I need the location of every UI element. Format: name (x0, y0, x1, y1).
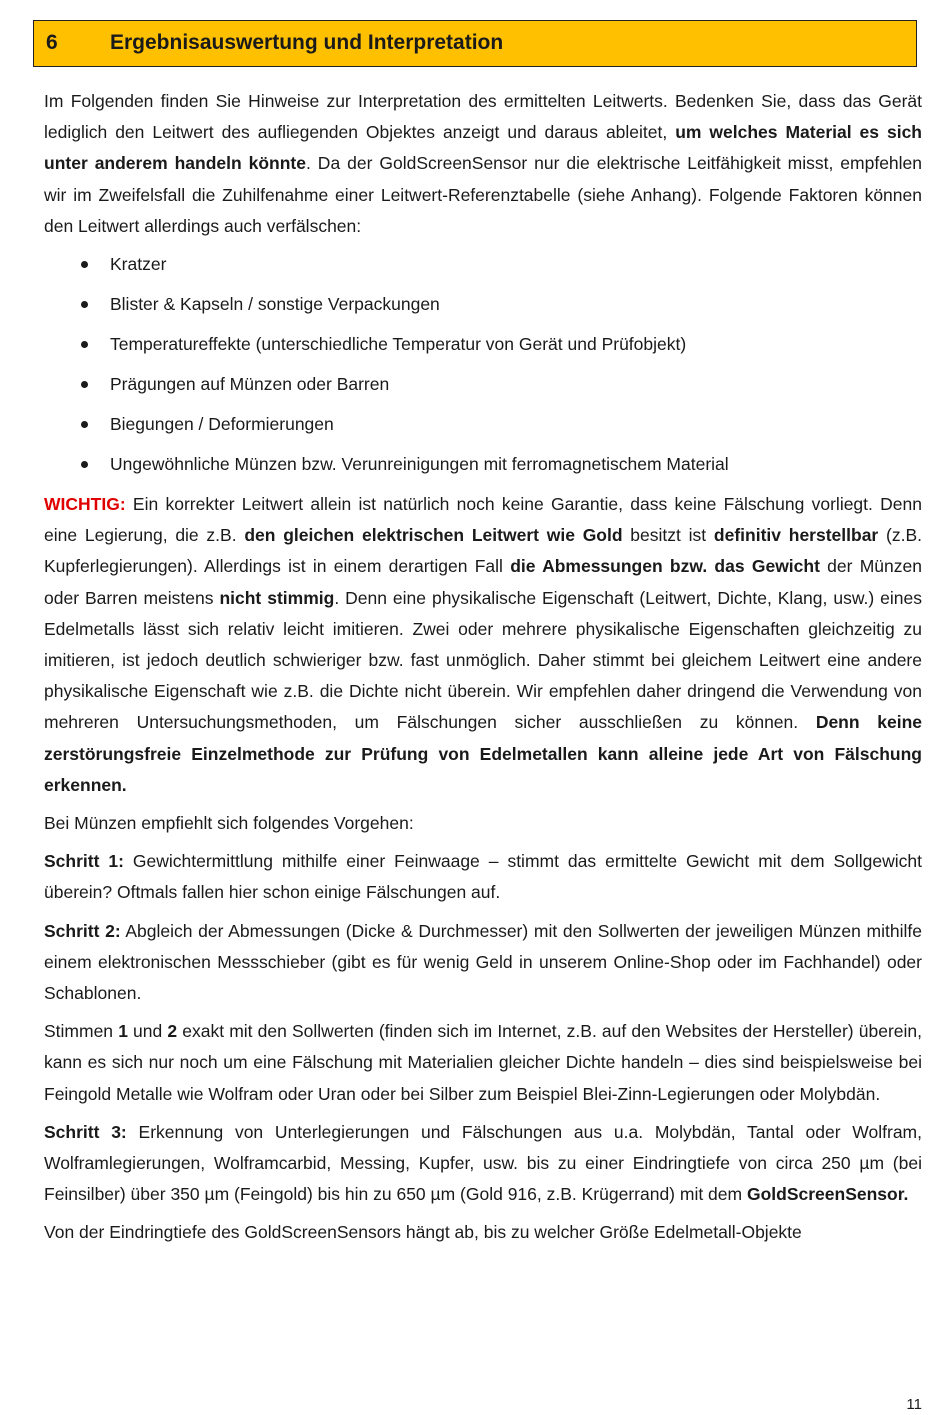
section-heading (33, 20, 917, 67)
section-title: Ergebnisauswertung und Interpretation (110, 31, 504, 54)
intro-paragraph: Im Folgenden finden Sie Hinweise zur Interpretation des ermittelten Leitwerts. Bedenken Sie, dass das Gerät lediglich den Leitwert des aufliegenden Objektes anzeigt und daraus ableitet, um welches Material es sich unter anderem handeln könnte. Da der GoldScreenSensor nur die elektrische Leitfähigkeit misst, empfehlen wir im Zweifelsfall die Zuhilfenahme einer Leitwert-Referenztabelle (siehe Anhang). Folgende Faktoren können den Leitwert allerdings auch verfälschen: (44, 91, 923, 236)
list-item: Temperatureffekte (unterschiedliche Temperatur von Gerät und Prüfobjekt) (44, 329, 922, 360)
match-paragraph: Stimmen 1 und 2 exakt mit den Sollwerten (finden sich im Internet, z.B. auf den Websites der Hersteller) überein, kann es sich nur noch um eine Fälschung mit Materialien gleicher Dichte handeln – dies sind beispielsweise bei Feingold Metalle wie Wolfram oder Uran oder bei Silber zum Beispiel Blei-Zinn-Legierungen oder Molybdän. (44, 1021, 923, 1104)
step-3-paragraph: Schritt 3: Erkennung von Unterlegierungen und Fälschungen aus u.a. Molybdän, Tantal oder Wolfram, Wolframlegierungen, Wolframcarbid, Messing, Kupfer, usw. bis zu einer Eindringtiefe von circa 250 µm (bei Feinsilber) über 350 µm (Feingold) bis hin zu 650 µm (Gold 916, z.B. Krügerrand) mit dem GoldScreenSensor. (44, 1121, 922, 1205)
step-2-label: Schritt 2: (44, 920, 121, 941)
list-item: Ungewöhnliche Münzen bzw. Verunreinigungen mit ferromagnetischem Material (44, 449, 922, 480)
step-1-paragraph: Schritt 1: Gewichtermittlung mithilfe einer Feinwaage – stimmt das ermittelte Gewicht mit dem Sollgewicht überein? Oftmals fallen hier schon einige Fälschungen auf. (44, 851, 922, 903)
list-item: Biegungen / Deformierungen (44, 409, 922, 440)
list-item: Prägungen auf Münzen oder Barren (44, 369, 922, 400)
section-number: 6 (46, 31, 58, 54)
warning-paragraph: WICHTIG: Ein korrekter Leitwert allein ist natürlich noch keine Garantie, dass keine Fälschung vorliegt. Denn eine Legierung, die z.B. den gleichen elektrischen Leitwert wie Gold besitzt ist definitiv herstellbar (z.B. Kupferlegierungen). Allerdings ist in einem derartigen Fall die Abmessungen bzw. das Gewicht der Münzen oder Barren meistens nicht stimmig. Denn eine physikalische Eigenschaft (Leitwert, Dichte, Klang, usw.) eines Edelmetalls lässt sich relativ leicht imitieren. Zwei oder mehrere physikalische Eigenschaften gleichzeitig zu imitieren, ist jedoch deutlich schwieriger bzw. fast unmöglich. Daher stimmt bei gleichem Leitwert eine andere physikalische Eigenschaft wie z.B. die Dichte nicht überein. Wir empfehlen daher dringend die Verwendung von mehreren Untersuchungsmethoden, um Fälschungen sicher ausschließen zu können. Denn keine zerstörungsfreie Einzelmethode zur Prüfung von Edelmetallen kann alleine jede Art von Fälschung erkennen. (44, 494, 922, 795)
list-item: Blister & Kapseln / sonstige Verpackungen (44, 289, 922, 320)
step-2-paragraph: Schritt 2: Abgleich der Abmessungen (Dicke & Durchmesser) mit den Sollwerten der jeweiligen Münzen mithilfe einem elektronischen Messschieber (gibt es für wenig Geld in unserem Online-Shop oder im Fachhandel) oder Schablonen. (44, 920, 922, 1004)
page-number: 11 (906, 1396, 922, 1413)
emphasis: um welches Material es sich unter anderem handeln könnte (44, 122, 922, 174)
factor-list (44, 249, 922, 480)
document-body (44, 86, 922, 1256)
procedure-intro: Bei Münzen empfiehlt sich folgendes Vorgehen: (44, 813, 414, 834)
step-1-label: Schritt 1: (44, 851, 124, 872)
continuation-paragraph: Von der Eindringtiefe des GoldScreenSensors hängt ab, bis zu welcher Größe Edelmetall-Objekte (44, 1222, 802, 1243)
list-item: Kratzer (44, 249, 922, 280)
step-3-label: Schritt 3: (44, 1121, 127, 1142)
warning-label: WICHTIG: (44, 494, 126, 515)
